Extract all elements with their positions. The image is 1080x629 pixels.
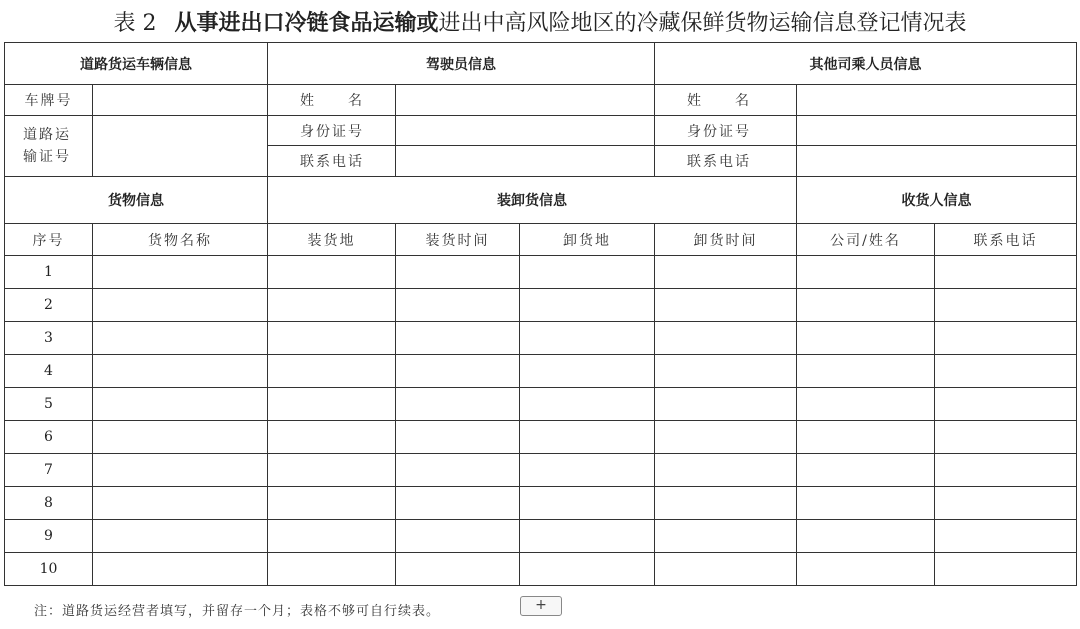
page-title [0,6,1080,42]
loading-time-cell[interactable] [396,553,520,586]
loading-time-cell[interactable] [396,388,520,421]
consignee-phone-cell[interactable] [935,454,1077,487]
col-header-goods-name: 货物名称 [93,224,268,256]
loading-place-cell[interactable] [268,520,396,553]
goods-name-cell[interactable] [93,289,268,322]
col-header-serial: 序号 [5,224,93,256]
row-number: 1 [5,256,93,289]
table-row [5,553,1077,586]
unloading-time-cell[interactable] [655,322,797,355]
passenger-id-label: 身份证号 [655,116,797,146]
loading-time-cell[interactable] [396,520,520,553]
table-row [5,454,1077,487]
consignee-phone-cell[interactable] [935,388,1077,421]
passenger-name-field[interactable] [797,85,1077,116]
consignee-phone-cell[interactable] [935,487,1077,520]
loading-place-cell[interactable] [268,256,396,289]
row-number: 4 [5,355,93,388]
loading-place-cell[interactable] [268,289,396,322]
loading-place-cell[interactable] [268,388,396,421]
unloading-place-cell[interactable] [520,256,655,289]
loading-time-cell[interactable] [396,421,520,454]
unloading-place-cell[interactable] [520,520,655,553]
consignee-company-cell[interactable] [797,289,935,322]
table-row [5,487,1077,520]
passenger-phone-label: 联系电话 [655,146,797,177]
unloading-place-cell[interactable] [520,289,655,322]
unloading-time-cell[interactable] [655,520,797,553]
unloading-place-cell[interactable] [520,487,655,520]
goods-name-cell[interactable] [93,421,268,454]
title-normal-part: 进出中高风险地区的冷藏保鲜货物运输信息登记情况表 [438,11,967,36]
consignee-company-cell[interactable] [797,487,935,520]
passenger-id-field[interactable] [797,116,1077,146]
plate-number-field[interactable] [93,85,268,116]
col-header-company-name: 公司/姓名 [797,224,935,256]
transport-permit-field[interactable] [93,116,268,177]
goods-name-cell[interactable] [93,388,268,421]
add-row-button[interactable]: + [520,596,562,616]
consignee-company-cell[interactable] [797,388,935,421]
driver-name-label: 姓 名 [268,85,396,116]
unloading-place-cell[interactable] [520,355,655,388]
col-header-loading-place: 装货地 [268,224,396,256]
goods-name-cell[interactable] [93,487,268,520]
unloading-time-cell[interactable] [655,421,797,454]
goods-name-cell[interactable] [93,256,268,289]
row-number: 10 [5,553,93,586]
consignee-phone-cell[interactable] [935,421,1077,454]
title-bold-part: 从事进出口冷链食品运输或 [174,11,439,36]
goods-name-cell[interactable] [93,322,268,355]
table-number: 表 2 [113,11,157,36]
table-row [5,289,1077,322]
transport-permit-label [5,116,93,177]
goods-name-cell[interactable] [93,520,268,553]
consignee-phone-cell[interactable] [935,256,1077,289]
consignee-phone-cell[interactable] [935,289,1077,322]
table-row [5,322,1077,355]
loading-time-cell[interactable] [396,487,520,520]
row-number: 5 [5,388,93,421]
table-row [5,421,1077,454]
unloading-time-cell[interactable] [655,388,797,421]
unloading-time-cell[interactable] [655,289,797,322]
loading-place-cell[interactable] [268,322,396,355]
col-header-unloading-place: 卸货地 [520,224,655,256]
loading-time-cell[interactable] [396,289,520,322]
col-header-unloading-time: 卸货时间 [655,224,797,256]
goods-name-cell[interactable] [93,553,268,586]
unloading-time-cell[interactable] [655,355,797,388]
loading-place-cell[interactable] [268,487,396,520]
loading-place-cell[interactable] [268,421,396,454]
table-row [5,256,1077,289]
driver-id-field[interactable] [396,116,655,146]
loading-time-cell[interactable] [396,454,520,487]
row-number: 8 [5,487,93,520]
loading-place-cell[interactable] [268,355,396,388]
section-goods-info: 货物信息 [5,177,268,224]
table-row [5,355,1077,388]
goods-name-cell[interactable] [93,355,268,388]
transport-permit-label-line2: 输证号 [23,149,71,165]
consignee-company-cell[interactable] [797,322,935,355]
loading-place-cell[interactable] [268,454,396,487]
table-row [5,388,1077,421]
passenger-name-label: 姓 名 [655,85,797,116]
loading-place-cell[interactable] [268,553,396,586]
unloading-time-cell[interactable] [655,454,797,487]
consignee-company-cell[interactable] [797,355,935,388]
row-number: 3 [5,322,93,355]
consignee-company-cell[interactable] [797,553,935,586]
driver-id-label: 身份证号 [268,116,396,146]
unloading-time-cell[interactable] [655,487,797,520]
loading-time-cell[interactable] [396,256,520,289]
row-number: 9 [5,520,93,553]
unloading-time-cell[interactable] [655,553,797,586]
consignee-company-cell[interactable] [797,520,935,553]
unloading-place-cell[interactable] [520,421,655,454]
driver-name-field[interactable] [396,85,655,116]
consignee-phone-cell[interactable] [935,520,1077,553]
loading-time-cell[interactable] [396,355,520,388]
unloading-time-cell[interactable] [655,256,797,289]
plate-number-label: 车牌号 [5,85,93,116]
registration-table [4,42,1077,586]
footnote: 注：道路货运经营者填写，并留存一个月；表格不够可自行续表。 [34,604,441,619]
unloading-place-cell[interactable] [520,454,655,487]
unloading-place-cell[interactable] [520,553,655,586]
consignee-company-cell[interactable] [797,454,935,487]
row-number: 7 [5,454,93,487]
section-consignee-info: 收货人信息 [797,177,1077,224]
consignee-phone-cell[interactable] [935,355,1077,388]
driver-phone-field[interactable] [396,146,655,177]
consignee-company-cell[interactable] [797,256,935,289]
section-driver-info: 驾驶员信息 [268,43,655,85]
transport-permit-label-line1: 道路运 [23,127,71,143]
consignee-phone-cell[interactable] [935,553,1077,586]
consignee-phone-cell[interactable] [935,322,1077,355]
row-number: 2 [5,289,93,322]
row-number: 6 [5,421,93,454]
consignee-company-cell[interactable] [797,421,935,454]
goods-name-cell[interactable] [93,454,268,487]
section-passenger-info: 其他司乘人员信息 [655,43,1077,85]
table-row [5,520,1077,553]
col-header-loading-time: 装货时间 [396,224,520,256]
driver-phone-label: 联系电话 [268,146,396,177]
passenger-phone-field[interactable] [797,146,1077,177]
section-loading-info: 装卸货信息 [268,177,797,224]
loading-time-cell[interactable] [396,322,520,355]
section-vehicle-info: 道路货运车辆信息 [5,43,268,85]
unloading-place-cell[interactable] [520,322,655,355]
col-header-consignee-phone: 联系电话 [935,224,1077,256]
unloading-place-cell[interactable] [520,388,655,421]
